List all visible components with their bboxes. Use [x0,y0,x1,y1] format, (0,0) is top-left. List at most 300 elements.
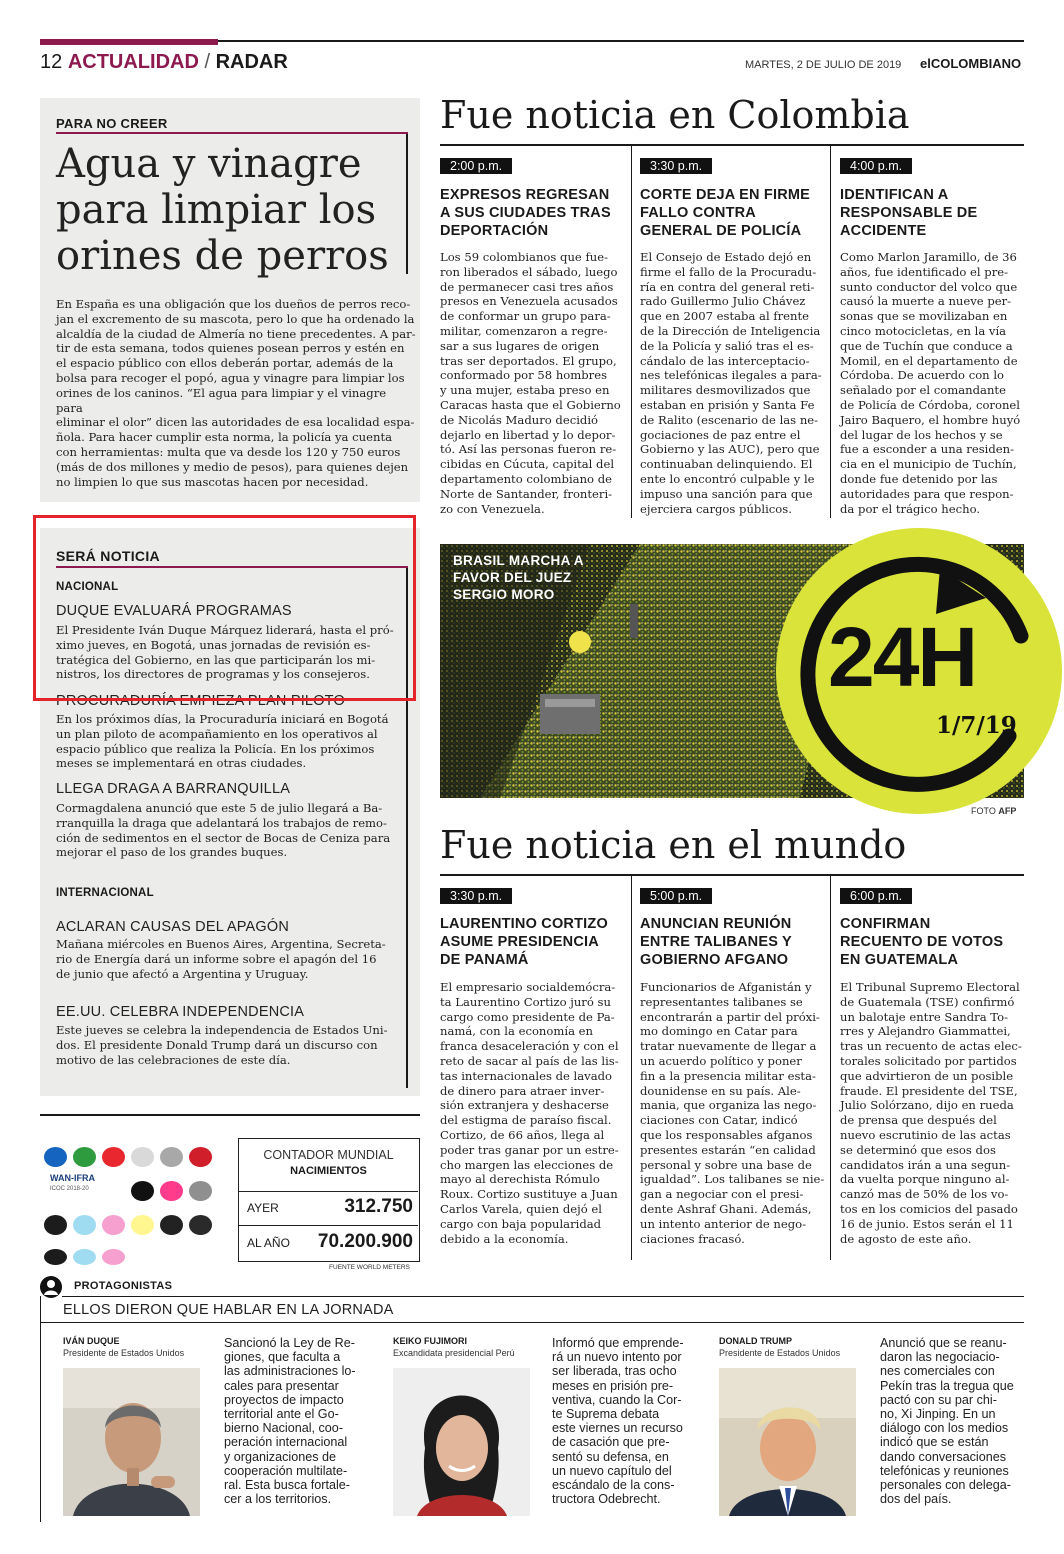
highlight-box [33,515,416,701]
body-line: torales solicitado por partidos [840,1053,1017,1068]
keiko-fujimori-photo [393,1368,530,1516]
color-swatch [131,1215,154,1235]
body-line: Mañana miércoles en Buenos Aires, Argentina, Secreta- [56,937,386,951]
text-line: cer a los territorios. [224,1492,332,1507]
color-swatch [44,1215,67,1235]
column-body [640,980,830,1246]
body-line: tratar nuevamente de llegar a [640,1039,817,1054]
body-line: El Presidente Iván Duque Márquez liderará, hasta el pró- [56,623,394,637]
body-line: de Policía de Córdoba, coronel [840,397,1020,412]
body-line: del lugar de los hechos y se [840,427,1003,442]
caption-line: FAVOR DEL JUEZ [453,570,572,585]
body-line: rio de Energía dará un informe sobre el apagón del 16 [56,951,377,966]
column-body [840,980,1030,1246]
caption-line: BRASIL MARCHA A [453,553,584,568]
text-line: peración internacional [224,1435,348,1450]
column-headline [840,915,1030,969]
person-icon [40,1276,62,1298]
body-line: de dinero para atraer inver- [440,1083,605,1098]
body-line: Cormagdalena anunció que este 5 de julio llegará a Ba- [56,801,383,815]
body-line: cho margen las elecciones de [440,1157,614,1172]
text-line: indicó que se están [880,1435,989,1450]
protagonista-text [880,1336,1030,1506]
body-line: mo domingo en Catar para [640,1024,798,1039]
text-line: cales para presentar [224,1378,339,1393]
body-line: Este jueves se celebra la independencia de Estados Uni- [56,1023,388,1037]
body-line: cibidas en Cúcuta, capital del [440,457,615,472]
body-line: un acuerdo político y poner [640,1053,802,1068]
color-swatch [73,1147,96,1167]
headline-line: FALLO CONTRA [640,205,756,221]
body-line: de prensa que después del [840,1113,997,1128]
body-line: no limpien lo que sus mascotas hacen por necesidad. [56,474,369,489]
kicker-side-rule [406,134,408,274]
body-line: dente Ashraf Ghani. Además, [640,1201,812,1216]
text-line: Informó que emprende- [552,1336,684,1350]
sera-intl-body [56,1023,406,1067]
body-line: de permanecer casi tres años [440,279,614,294]
color-swatch [102,1215,125,1235]
body-line: cargo con baja popularidad [440,1216,602,1231]
page-number: 12 [40,51,63,73]
body-line: nistros, los directores de programas y los consejeros. [56,667,370,682]
wan-ifra-logo: WAN-IFRA [50,1173,95,1183]
color-swatch [102,1249,125,1265]
body-line: Julio Solórzano, dijo en rueda [840,1098,1014,1113]
section-name: ACTUALIDAD [67,51,199,73]
body-line: tras ser deportados. El grupo, [440,353,617,368]
body-line: Cortizo, de 66 años, llega al [440,1127,605,1142]
body-line: Funcionarios de Afganistán y [640,980,812,994]
body-line: ron liberados el sábado, luego [440,264,618,279]
time-tag: 3:30 p.m. [640,158,712,174]
body-line: tratégica del Gobierno, en las que participarán los mi- [56,652,376,667]
protagonistas-subtitle: ELLOS DIERON QUE HABLAR EN LA JORNADA [63,1302,394,1318]
body-line: presos en Venezuela acusados [440,294,618,309]
body-line: cándalo de las interceptacio- [640,353,810,368]
24h-badge [776,528,1062,814]
body-line: del estigma de paraíso fiscal. [440,1113,612,1128]
body-line: jan el excremento de su mascota, pero lo que ha ordenado la [56,311,415,326]
body-line: ría en contra del general reti- [640,279,815,294]
body-line: de Guatemala (TSE) confirmó [840,994,1015,1009]
protagonista-role: Presidente de Estados Unidos [63,1348,185,1358]
text-line: de casación que pre- [552,1435,670,1450]
color-swatch [73,1215,96,1235]
contador-row-label: AYER [247,1201,279,1215]
body-line: bolsa para recoger el popó, agua y vinagre para limpiar los [56,370,405,385]
brand-logo [920,56,1021,71]
body-line: nuevo escrutinio de las actas [840,1127,1011,1142]
body-line: un balotaje entre Sandra To- [840,1009,1009,1024]
headline-line: ASUME PRESIDENCIA [440,934,599,950]
color-swatch [44,1249,67,1265]
protagonista-text [552,1336,702,1506]
body-line: canzó mas de 50% de los vo- [840,1187,1009,1202]
text-line: ral. Esta busca fortale- [224,1478,350,1493]
body-line: alcaldía de la ciudad de Almería no tiene precedentes. A par- [56,326,416,341]
body-line: poder tras ganar por un estre- [440,1142,619,1157]
portrait-image [719,1368,856,1516]
body-line: igualdad”. Los talibanes se nie- [640,1172,825,1187]
body-line: presentes estarán “en calidad [640,1142,816,1157]
bottom-left-rule [40,1114,420,1116]
protagonista-name: IVÁN DUQUE [63,1336,120,1346]
body-line: ciaciones con Catar, indicó [640,1113,798,1128]
photo-caption [453,552,584,603]
body-line: tas internacionales de lavado [440,1068,613,1083]
text-line: ser liberada, tras ocho [552,1364,677,1379]
body-line: espacio público que realiza la Policía. En los próximos [56,741,375,756]
body-line: Momil, en el departamento de [840,353,1018,368]
protagonista-name: DONALD TRUMP [719,1336,792,1346]
sera-intl-body [56,937,406,981]
body-line: eliminar el olor” dicen las autoridades de esa localidad espa- [56,415,415,430]
body-line: ciaciones fracasó. [640,1231,745,1246]
body-line: El Tribunal Supremo Electoral [840,980,1020,994]
color-control-bar [44,1140,229,1265]
body-line: Como Marlon Jaramillo, de 36 [840,250,1017,264]
body-line: años, fue identificado el pre- [840,264,1009,279]
body-line: que en 2007 estaba al frente [640,309,810,324]
color-swatch [189,1147,212,1167]
credit-agency: AFP [998,806,1017,816]
sera-noticia-kicker: SERÁ NOTICIA [56,548,160,564]
body-line: ente lo encontró culpable y le [640,471,815,486]
subsection-name: RADAR [215,51,288,73]
donald-trump-photo [719,1368,856,1516]
text-line: personales con delega- [880,1478,1011,1493]
body-line: rranquilla la draga que adelantará los trabajos de remo- [56,815,387,830]
color-swatch [131,1147,154,1167]
text-line: Pekín tras la tregua que [880,1378,1014,1393]
text-line: este viernes un recurso [552,1421,683,1436]
protagonista-role: Excandidata presidencial Perú [393,1348,515,1358]
body-line: Jairo Baquero, el hombre huyó [840,412,1021,427]
body-line: de Ralito (escenario de las ne- [640,412,819,427]
headline-line: IDENTIFICAN A [840,187,949,203]
body-line: Roux. Cortizo sustituye a Juan [440,1187,618,1202]
contador-divider [239,1225,418,1226]
body-line: fraude. El presidente del TSE, [840,1083,1018,1098]
body-line: militares desmovilizados que [640,383,811,398]
colombia-rule [440,144,1024,146]
body-line: rado Guillermo Julio Chávez [640,294,806,309]
body-line: mejorar el paso de los grandes buques. [56,845,288,860]
body-line: el espacio público con ellos deberán portar, además de la [56,356,394,371]
body-line: gan a negociar con el presi- [640,1187,804,1202]
ivan-duque-photo [63,1368,200,1516]
text-line: meses en prisión pre- [552,1378,674,1393]
body-line: ñola. Para hacer cumplir esta norma, la policía ya cuenta [56,430,393,445]
text-line: Anunció que se reanu- [880,1336,1007,1350]
contador-row-label: AL AÑO [247,1236,290,1250]
para-no-creer-title [56,141,389,279]
caption-line: SERGIO MORO [453,587,555,602]
body-line: Norte de Santander, fronteri- [440,486,613,501]
text-line: pactó con su par chi- [880,1392,997,1407]
photo-credit [971,806,1016,816]
text-line: proyectos de impacto [224,1392,344,1407]
time-tag: 6:00 p.m. [840,888,912,904]
nacional-label: NACIONAL [56,581,119,593]
section-separator: / [204,51,211,73]
protagonistas-rule [62,1296,1024,1297]
sera-item-title: PROCURADURÍA EMPIEZA PLAN PILOTO [56,693,345,709]
text-line: territorial ante el Go- [224,1407,339,1422]
contador-subtitle: NACIMIENTOS [290,1165,367,1177]
body-line: de la Policía y salió tras el es- [640,338,814,353]
column-headline [440,915,630,969]
body-line: da vuelta porque ninguno al- [840,1172,1010,1187]
sera-item-body [56,712,406,771]
body-line: mayo al derechista Rómulo [440,1172,600,1187]
body-line: ejerciera cargos públicos. [640,501,792,516]
body-line: un intento anterior de nego- [640,1216,807,1231]
body-line: El Consejo de Estado dejó en [640,250,812,264]
body-line: impuso una sanción para que [640,486,813,501]
body-line: da por el trágico hecho. [840,501,981,516]
body-line: debido a la economía. [440,1231,569,1246]
column-divider [830,146,831,518]
body-line: tos en los comicios del pasado [840,1201,1018,1216]
body-line: conformado por 58 hombres [440,368,608,383]
headline-line: EXPRESOS REGRESAN [440,187,610,203]
mundo-title: Fue noticia en el mundo [440,823,907,867]
body-line: Caracas hasta que el Gobierno [440,397,621,412]
text-line: escándalo de la cons- [552,1478,675,1493]
body-line: cia en el municipio de Tuchín, [840,457,1017,472]
column-headline [840,186,1030,240]
page-header [40,51,288,73]
body-line: ximo jueves, en Bogotá, unas jornadas de revisión es- [56,637,371,652]
title-line: orines de perros [56,233,389,279]
contador-box [238,1138,420,1262]
text-line: giones, que faculta a [224,1350,341,1365]
color-swatch [102,1147,125,1167]
header-rule [218,40,1024,42]
body-line: candidatos irán a una segun- [840,1157,1011,1172]
body-line: que advirtieron de un posible [840,1068,1014,1083]
text-line: daron las negociacio- [880,1350,1000,1365]
body-line: cargo como presidente de Pa- [440,1009,615,1024]
text-line: nes comerciales con [880,1364,995,1379]
color-swatch [131,1181,154,1201]
body-line: Córdoba. De acuerdo con lo [840,368,1005,383]
body-line: tir de esta semana, todos quienes posean perros y estén en [56,341,405,356]
body-line: de agosto de este año. [840,1231,972,1246]
body-line: orines de los caninos. “El agua para limpiar y el vinagre para [56,385,387,415]
body-line: donde fue detenido por las [840,471,998,486]
body-line: de Nicolás Maduro decidió [440,412,599,427]
internacional-label: INTERNACIONAL [56,887,154,899]
protagonistas-side-rule [40,1296,41,1522]
body-line: fue a esconder a una residen- [840,442,1015,457]
text-line: un nuevo capítulo del [552,1463,672,1478]
body-line: dejarlo en libertad y lo depor- [440,427,616,442]
color-swatch [189,1215,212,1235]
mundo-rule [440,874,1024,876]
body-line: causó la muerte a nueve per- [840,294,1012,309]
text-line: dando conversaciones [880,1449,1007,1464]
text-line: diálogo con los medios [880,1421,1009,1436]
column-body [440,250,630,516]
body-line: continuaban delinquiendo. El [640,457,813,472]
body-line: dos. El presidente Donald Trump dará un discurso con [56,1037,378,1052]
body-line: rres y Alejandro Giammattei, [840,1024,1011,1039]
headline-line: LAURENTINO CORTIZO [440,916,608,932]
column-body [440,980,630,1246]
column-headline [440,186,630,240]
color-swatch [44,1147,67,1167]
body-line: encontrarán a partir del próxi- [640,1009,820,1024]
portrait-image [393,1368,530,1516]
headline-line: RECUENTO DE VOTOS [840,934,1004,950]
body-line: estaban en prisión y Santa Fe [640,397,815,412]
color-swatch [189,1181,212,1201]
body-line: dounidense en su país. Ale- [640,1083,801,1098]
column-body [640,250,830,516]
headline-line: DEPORTACIÓN [440,223,549,239]
headline-line: DE PANAMÁ [440,952,529,968]
credit-prefix: FOTO [971,806,999,816]
color-swatch [73,1249,96,1265]
title-line: para limpiar los [56,187,377,233]
headline-line: ANUNCIAN REUNIÓN [640,916,792,932]
protagonista-text [224,1336,374,1506]
body-line: departamento colombiano de [440,471,612,486]
time-tag: 4:00 p.m. [840,158,912,174]
body-line: y una mujer, estaba preso en [440,383,610,398]
body-line: (más de dos millones y medio de pesos), para quienes dejen [56,459,409,474]
sera-item-title: DUQUE EVALUARÁ PROGRAMAS [56,603,292,619]
column-headline [640,186,830,240]
protagonistas-label: PROTAGONISTAS [74,1280,173,1292]
time-tag: 2:00 p.m. [440,158,512,174]
body-line: meses se implementará en otras ciudades. [56,756,307,771]
sera-intl-title: ACLARAN CAUSAS DEL APAGÓN [56,919,290,935]
body-line: ción de sedimentos en el sector de Bocas de Ceniza para [56,830,391,845]
body-line: El empresario socialdemócra- [440,980,616,994]
text-line: dos del país. [880,1492,952,1507]
protagonista-name: KEIKO FUJIMORI [393,1336,468,1346]
body-line: sión extranjera y deshacerse [440,1098,609,1113]
body-line: sunto conductor del volco que [840,279,1018,294]
body-line: En los próximos días, la Procuraduría iniciará en Bogotá [56,712,389,726]
brand-name: COLOMBIANO [930,56,1022,71]
body-line: Los 59 colombianos que fue- [440,250,609,264]
body-line: 16 de junio. Estos serán el 11 [840,1216,1014,1231]
body-line: personal y sobre una base de [640,1157,812,1172]
text-line: tructora Odebrecht. [552,1492,661,1507]
para-no-creer-body [56,297,416,489]
contador-title: CONTADOR MUNDIAL [263,1148,394,1162]
body-line: señalado por el comandante [840,383,1006,398]
body-line: ta Laurentino Cortizo juró su [440,994,611,1009]
kicker-rule [56,132,408,134]
text-line: bierno Nacional, coo- [224,1421,344,1436]
time-tag: 3:30 p.m. [440,888,512,904]
body-line: fin a la presencia militar esta- [640,1068,816,1083]
body-line: sar a sus lugares de origen [440,338,600,353]
color-swatch [160,1215,183,1235]
column-body [840,250,1030,516]
text-line: cooperación multilate- [224,1463,348,1478]
body-line: motivo de las celebraciones de este día. [56,1052,291,1067]
colombia-title: Fue noticia en Colombia [440,93,910,137]
24h-label: 24H [828,610,977,704]
body-line: tras un recuento de actas elec- [840,1039,1022,1054]
text-line: y organizaciones de [224,1449,337,1464]
body-line: que de Tuchín que conduce a [840,338,1013,353]
body-line: namá, con la economía en [440,1024,593,1039]
text-line: ventiva, cuando la Cor- [552,1392,682,1407]
body-line: firme el fallo de la Procuradu- [640,264,817,279]
headline-line: ENTRE TALIBANES Y [640,934,792,950]
sera-intl-title: EE.UU. CELEBRA INDEPENDENCIA [56,1004,305,1020]
headline-line: GENERAL DE POLICÍA [640,223,802,239]
wan-ifra-sub: ICOC 2018-20 [50,1186,89,1192]
headline-line: ACCIDENTE [840,223,927,239]
headline-line: RESPONSABLE DE [840,205,978,221]
column-headline [640,915,830,969]
column-divider [631,146,632,518]
body-line: de junio que afectó a Argentina y Uruguay. [56,966,309,981]
contador-row-value: 312.750 [344,1196,413,1217]
body-line: reto de sacar al país de las lis- [440,1053,619,1068]
para-no-creer-kicker: PARA NO CREER [56,116,168,131]
body-line: Gobierno y las AUC), pero que [640,442,820,457]
body-line: de conformar un grupo para- [440,309,611,324]
body-line: gociaciones de paz entre el [640,427,801,442]
headline-line: CORTE DEJA EN FIRME [640,187,811,203]
time-tag: 5:00 p.m. [640,888,712,904]
sera-item-title: LLEGA DRAGA A BARRANQUILLA [56,781,291,797]
headline-line: EN GUATEMALA [840,952,959,968]
text-line: rá un nuevo intento por [552,1350,682,1365]
color-swatch [160,1181,183,1201]
body-line: cinco motocicletas, en la vía [840,323,1007,338]
body-line: con herramientas: multa que va desde los 120 y 750 euros [56,444,401,459]
contador-source: FUENTE WORLD METERS [329,1264,410,1271]
protagonista-role: Presidente de Estados Unidos [719,1348,841,1358]
headline-line: GOBIERNO AFGANO [640,952,789,968]
contador-row-value: 70.200.900 [317,1231,413,1252]
24h-date: 1/7/19 [936,712,1017,739]
body-line: representantes talibanes se [640,994,803,1009]
text-line: las administraciones lo- [224,1364,356,1379]
body-line: un plan piloto de acompañamiento en los operativos al [56,726,378,741]
text-line: sentó su defensa, en [552,1449,669,1464]
text-line: te Suprema debata [552,1407,660,1422]
sera-item-body [56,801,406,860]
body-line: En España es una obligación que los dueños de perros reco- [56,297,411,311]
body-line: mania, que organiza las nego- [640,1098,817,1113]
title-line: Agua y vinagre [56,141,362,187]
text-line: telefónicas y reuniones [880,1463,1009,1478]
body-line: Carlos Varela, quien dejó el [440,1201,602,1216]
body-line: zo con Venezuela. [440,501,545,516]
body-line: tó. Así las personas fueron re- [440,442,617,457]
text-line: Sancionó la Ley de Re- [224,1336,355,1350]
portrait-image [63,1368,200,1516]
body-line: autoridades para que respon- [840,486,1014,501]
body-line: militar, comenzaron a regre- [440,323,608,338]
column-divider [631,876,632,1260]
contador-divider [239,1191,418,1192]
header-accent-bar [40,39,218,45]
brand-prefix: el [920,56,931,71]
